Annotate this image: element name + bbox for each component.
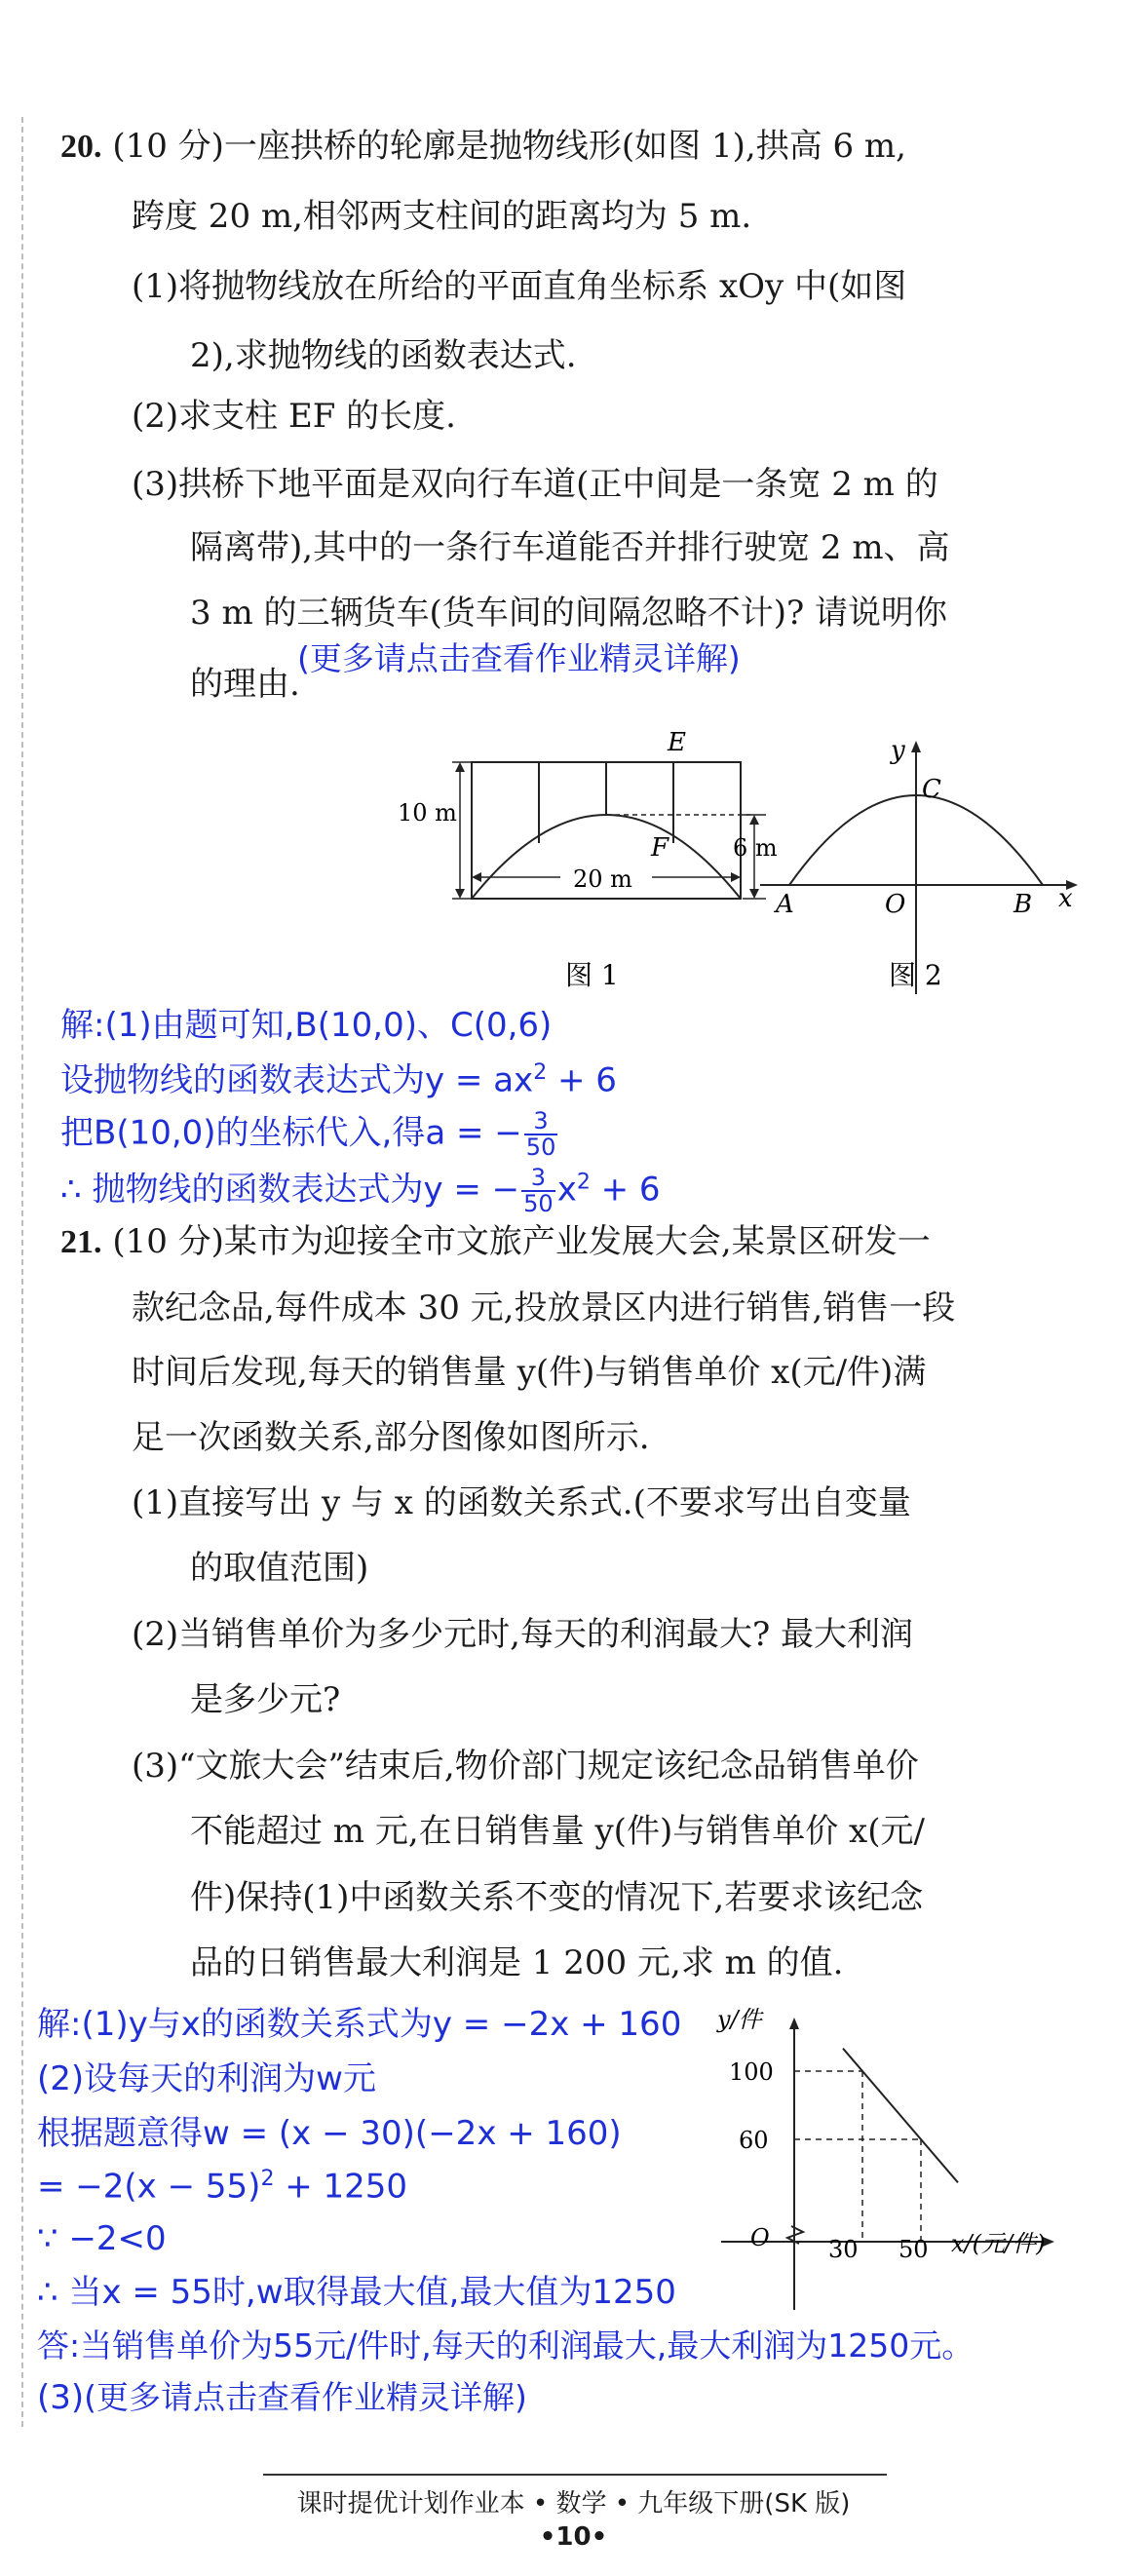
x-tick-50: 50	[898, 2236, 929, 2263]
answer-21-line8	[37, 2378, 527, 2417]
arrow-head	[455, 889, 465, 899]
answer-21-line4	[37, 2167, 408, 2207]
label-6m: 6 m	[733, 834, 778, 862]
numerator: 3	[521, 1166, 555, 1192]
question-20-part1b: 2),求抛物线的函数表达式.	[190, 336, 577, 375]
answer-text: + 1250	[274, 2167, 408, 2207]
footer-title: 课时提优计划作业本 • 数学 • 九年级下册(SK 版)	[296, 2489, 851, 2518]
numerator: 3	[524, 1109, 558, 1135]
question-20-part3d: 的理由.	[190, 665, 300, 704]
label-y: y	[891, 736, 905, 765]
x-tick-30: 30	[828, 2236, 859, 2263]
answer-text: x	[556, 1170, 577, 1210]
y-tick-60: 60	[739, 2127, 769, 2154]
page-number: •10•	[539, 2522, 608, 2552]
label-e: E	[668, 728, 686, 757]
answer-text: (3)	[37, 2378, 85, 2417]
fraction	[521, 1166, 555, 1216]
answer-21-line7: 答:当销售单价为55元/件时,每天的利润最大,最大利润为1250元。	[37, 2326, 975, 2365]
question-text: (10 分)某市为迎接全市文旅产业发展大会,某景区研发一	[112, 1222, 931, 1261]
figure-1-bridge	[398, 721, 799, 1004]
answer-21-line6: ∴ 当x = 55时,w取得最大值,最大值为1250	[37, 2273, 676, 2312]
more-details-link[interactable]: (更多请点击查看作业精灵详解)	[84, 2378, 527, 2416]
footer-rule	[263, 2474, 887, 2476]
question-20-part1a: (1)将抛物线放在所给的平面直角坐标系 xOy 中(如图	[132, 267, 907, 306]
label-10m: 10 m	[398, 799, 457, 827]
question-21-part2b: 是多少元?	[190, 1680, 341, 1719]
figure-2-caption: 图 2	[889, 959, 942, 991]
question-21-part2a: (2)当销售单价为多少元时,每天的利润最大? 最大利润	[132, 1615, 914, 1654]
answer-21-line1: 解:(1)y与x的函数关系式为y = −2x + 160	[37, 2005, 682, 2044]
answer-20-line2	[60, 1060, 617, 1100]
answer-20-line1: 解:(1)由题可知,B(10,0)、C(0,6)	[60, 1006, 553, 1045]
answer-text: 把B(10,0)的坐标代入,得a = −	[60, 1113, 522, 1153]
label-b: B	[1013, 890, 1033, 919]
label-x: x	[1058, 884, 1073, 913]
graph-dynamic-group	[794, 2049, 958, 2242]
arrow-head	[749, 889, 759, 899]
x-axis-label: x/(元/件)	[951, 2230, 1046, 2257]
answer-text: + 6	[547, 1060, 617, 1100]
margin-dashed-line	[21, 117, 23, 2427]
question-text: (10 分)一座拱桥的轮廓是抛物线形(如图 1),拱高 6 m,	[112, 127, 906, 166]
question-21-line3: 时间后发现,每天的销售量 y(件)与销售单价 x(元/件)满	[132, 1353, 927, 1392]
answer-text: = −2(x − 55)	[37, 2167, 261, 2207]
answer-21-line2: (2)设每天的利润为w元	[37, 2059, 376, 2098]
superscript: 2	[576, 1170, 591, 1195]
y-axis-label: y/件	[717, 2006, 762, 2033]
question-21-part3d: 品的日销售最大利润是 1 200 元,求 m 的值.	[190, 1943, 844, 1982]
question-21-line1	[60, 1222, 931, 1261]
figure-2-coordinate-plane	[760, 721, 1091, 1004]
question-20-part2: (2)求支柱 EF 的长度.	[132, 397, 456, 436]
question-20-line2: 跨度 20 m,相邻两支柱间的距离均为 5 m.	[132, 197, 752, 236]
y-axis-arrow	[911, 741, 921, 752]
question-20-part3a: (3)拱桥下地平面是双向行车道(正中间是一条宽 2 m 的	[132, 465, 938, 504]
arrow-head	[472, 872, 481, 882]
question-21-line2: 款纪念品,每件成本 30 元,投放景区内进行销售,销售一段	[132, 1288, 956, 1327]
label-20m: 20 m	[573, 865, 632, 893]
answer-20-line3	[60, 1109, 559, 1160]
question-20-part3b: 隔离带),其中的一条行车道能否并排行驶宽 2 m、高	[190, 528, 950, 567]
question-number: 20.	[60, 129, 102, 165]
more-details-link[interactable]: (更多请点击查看作业精灵详解)	[297, 639, 741, 677]
y-axis-arrow	[789, 2018, 799, 2029]
answer-21-line3: 根据题意得w = (x − 30)(−2x + 160)	[37, 2114, 622, 2153]
label-f: F	[651, 833, 669, 863]
function-line	[843, 2049, 958, 2183]
label-a: A	[776, 890, 794, 919]
sales-function-graph	[682, 1988, 1091, 2329]
answer-21-line5: ∵ −2<0	[37, 2219, 167, 2258]
label-o: O	[885, 890, 906, 919]
answer-text: ∴ 抛物线的函数表达式为y = −	[60, 1170, 520, 1210]
arrow-head	[731, 872, 741, 882]
denominator: 50	[523, 1190, 554, 1218]
figure-1-caption: 图 1	[565, 959, 619, 991]
superscript: 2	[260, 2167, 275, 2191]
question-21-part3a: (3)“文旅大会”结束后,物价部门规定该纪念品销售单价	[132, 1747, 919, 1786]
label-c: C	[922, 775, 941, 804]
answer-20-line4	[60, 1166, 661, 1216]
question-21-line4: 足一次函数关系,部分图像如图所示.	[132, 1418, 650, 1457]
y-tick-100: 100	[729, 2058, 774, 2086]
arrow-head	[749, 815, 759, 825]
arrow-head	[455, 762, 465, 772]
question-21-part1a: (1)直接写出 y 与 x 的函数关系式.(不要求写出自变量	[132, 1483, 911, 1522]
answer-text: + 6	[590, 1170, 661, 1210]
question-number: 21.	[60, 1224, 102, 1260]
fraction	[524, 1109, 558, 1160]
origin-label: O	[750, 2224, 770, 2251]
question-21-part1b: 的取值范围)	[190, 1549, 369, 1588]
superscript: 2	[533, 1060, 548, 1085]
question-20-part3c: 3 m 的三辆货车(货车间的间隔忽略不计)? 请说明你	[190, 594, 948, 633]
question-21-part3c: 件)保持(1)中函数关系不变的情况下,若要求该纪念	[190, 1878, 924, 1917]
answer-text: 设抛物线的函数表达式为y = ax	[60, 1060, 534, 1100]
question-20-line1	[60, 127, 906, 166]
question-21-part3b: 不能超过 m 元,在日销售量 y(件)与销售单价 x(元/	[190, 1812, 925, 1851]
denominator: 50	[525, 1134, 556, 1162]
